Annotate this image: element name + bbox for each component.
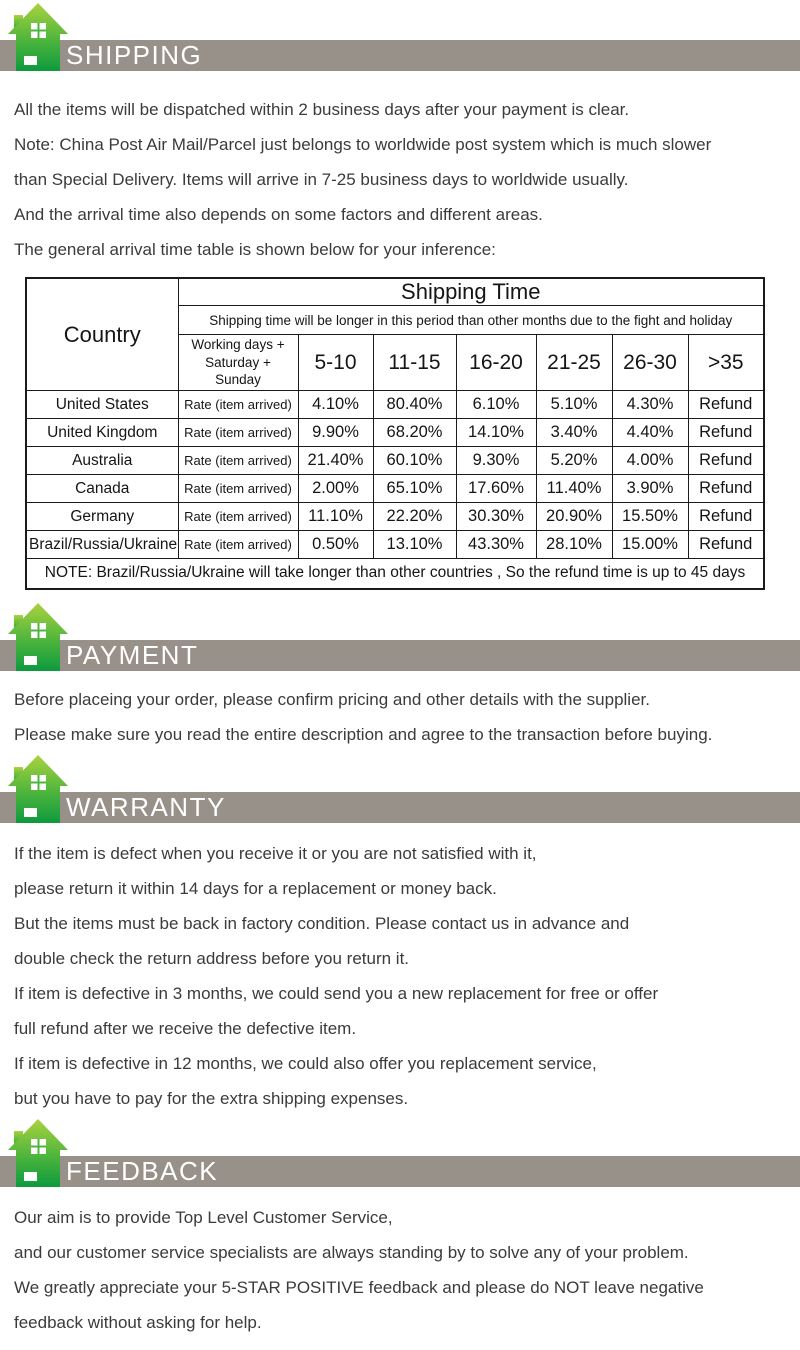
section-header-payment (0, 600, 800, 676)
rate-value-cell: 4.00% (612, 447, 688, 475)
rate-value-cell: 4.40% (612, 419, 688, 447)
table-subtitle-cell: Shipping time will be longer in this period than other months due to the fight and holiday (178, 306, 764, 335)
table-row (26, 447, 764, 475)
shipping-banner (0, 40, 800, 71)
rate-value-cell: 20.90% (536, 503, 612, 531)
rate-label-cell: Rate (item arrived) (178, 531, 298, 559)
rate-value-cell: 60.10% (373, 447, 456, 475)
text-line: We greatly appreciate your 5-STAR POSITIVE feedback and please do NOT leave negative (14, 1277, 704, 1297)
text-line: Our aim is to provide Top Level Customer Service, (14, 1207, 393, 1227)
country-cell: Australia (26, 447, 178, 475)
rate-label-cell: Rate (item arrived) (178, 447, 298, 475)
section-title-payment: PAYMENT (66, 639, 199, 670)
rate-value-cell: 13.10% (373, 531, 456, 559)
house-icon (8, 603, 68, 673)
section-header-feedback (0, 1116, 800, 1192)
section-title-shipping: SHIPPING (66, 40, 203, 70)
shipping-paragraph (14, 92, 800, 267)
rate-value-cell: 14.10% (456, 419, 536, 447)
country-header-cell: Country (26, 278, 178, 391)
house-icon (8, 1119, 68, 1189)
text-line: But the items must be back in factory condition. Please contact us in advance and (14, 913, 630, 933)
rate-value-cell: 30.30% (456, 503, 536, 531)
rate-value-cell: 6.10% (456, 391, 536, 419)
rate-value-cell: 17.60% (456, 475, 536, 503)
refund-cell: Refund (688, 419, 764, 447)
refund-cell: Refund (688, 475, 764, 503)
payment-banner (0, 640, 800, 671)
rate-value-cell: 4.30% (612, 391, 688, 419)
range-header-cell: >35 (688, 335, 764, 391)
section-header-warranty (0, 752, 800, 828)
table-row (26, 419, 764, 447)
rate-value-cell: 21.40% (298, 447, 373, 475)
rate-label-cell: Rate (item arrived) (178, 503, 298, 531)
rate-value-cell: 4.10% (298, 391, 373, 419)
country-cell: Germany (26, 503, 178, 531)
rate-value-cell: 5.20% (536, 447, 612, 475)
rate-value-cell: 9.30% (456, 447, 536, 475)
text-line: Before placeing your order, please confirm pricing and other details with the supplier. (14, 689, 650, 709)
rate-value-cell: 9.90% (298, 419, 373, 447)
text-line: full refund after we receive the defective item. (14, 1018, 357, 1038)
refund-cell: Refund (688, 447, 764, 475)
table-row (26, 531, 764, 559)
payment-paragraph (14, 682, 800, 752)
text-line: If item is defective in 12 months, we could also offer you replacement service, (14, 1053, 597, 1073)
text-line: If item is defective in 3 months, we could send you a new replacement for free or offer (14, 983, 659, 1003)
rate-value-cell: 80.40% (373, 391, 456, 419)
table-note-cell: NOTE: Brazil/Russia/Ukraine will take longer than other countries , So the refund time is up to 45 days (26, 559, 764, 589)
table-row (26, 475, 764, 503)
text-line: If the item is defect when you receive it or you are not satisfied with it, (14, 843, 537, 863)
range-header-cell: 11-15 (373, 335, 456, 391)
text-line: feedback without asking for help. (14, 1312, 262, 1332)
house-icon (8, 3, 68, 73)
rate-value-cell: 22.20% (373, 503, 456, 531)
section-title-feedback: FEEDBACK (66, 1155, 219, 1186)
text-line: And the arrival time also depends on some factors and different areas. (14, 205, 543, 224)
rate-value-cell: 43.30% (456, 531, 536, 559)
working-days-header-cell: Working days + Saturday + Sunday (178, 335, 298, 391)
shipping-time-table (25, 277, 765, 590)
rate-value-cell: 2.00% (298, 475, 373, 503)
rate-value-cell: 3.40% (536, 419, 612, 447)
rate-label-cell: Rate (item arrived) (178, 475, 298, 503)
rate-label-cell: Rate (item arrived) (178, 391, 298, 419)
rate-value-cell: 11.40% (536, 475, 612, 503)
table-title-cell: Shipping Time (178, 278, 764, 306)
rate-value-cell: 28.10% (536, 531, 612, 559)
refund-cell: Refund (688, 503, 764, 531)
rate-value-cell: 15.50% (612, 503, 688, 531)
text-line: The general arrival time table is shown below for your inference: (14, 240, 496, 259)
rate-label-cell: Rate (item arrived) (178, 419, 298, 447)
refund-cell: Refund (688, 531, 764, 559)
table-row (26, 503, 764, 531)
rate-value-cell: 68.20% (373, 419, 456, 447)
refund-cell: Refund (688, 391, 764, 419)
text-line: All the items will be dispatched within 2 business days after your payment is clear. (14, 100, 630, 119)
rate-value-cell: 3.90% (612, 475, 688, 503)
rate-value-cell: 5.10% (536, 391, 612, 419)
range-header-cell: 21-25 (536, 335, 612, 391)
table-row (26, 391, 764, 419)
section-title-warranty: WARRANTY (66, 791, 226, 822)
text-line: double check the return address before you return it. (14, 948, 410, 968)
country-cell: United States (26, 391, 178, 419)
text-line: and our customer service specialists are always standing by to solve any of your problem. (14, 1242, 689, 1262)
section-header-shipping (0, 0, 800, 76)
text-line: please return it within 14 days for a replacement or money back. (14, 878, 497, 898)
range-header-cell: 5-10 (298, 335, 373, 391)
rate-value-cell: 15.00% (612, 531, 688, 559)
country-cell: Canada (26, 475, 178, 503)
text-line: than Special Delivery. Items will arrive in 7-25 business days to worldwide usually. (14, 170, 629, 189)
warranty-paragraph (14, 836, 800, 1116)
country-cell: United Kingdom (26, 419, 178, 447)
range-header-cell: 16-20 (456, 335, 536, 391)
rate-value-cell: 11.10% (298, 503, 373, 531)
warranty-banner (0, 792, 800, 823)
house-icon (8, 755, 68, 825)
feedback-banner (0, 1156, 800, 1187)
rate-value-cell: 0.50% (298, 531, 373, 559)
range-header-cell: 26-30 (612, 335, 688, 391)
text-line: but you have to pay for the extra shipping expenses. (14, 1088, 409, 1108)
text-line: Note: China Post Air Mail/Parcel just belongs to worldwide post system which is much slower (14, 135, 712, 154)
text-line: Please make sure you read the entire description and agree to the transaction before buying. (14, 724, 713, 744)
rate-value-cell: 65.10% (373, 475, 456, 503)
country-cell: Brazil/Russia/Ukraine (26, 531, 178, 559)
feedback-paragraph (14, 1200, 800, 1340)
